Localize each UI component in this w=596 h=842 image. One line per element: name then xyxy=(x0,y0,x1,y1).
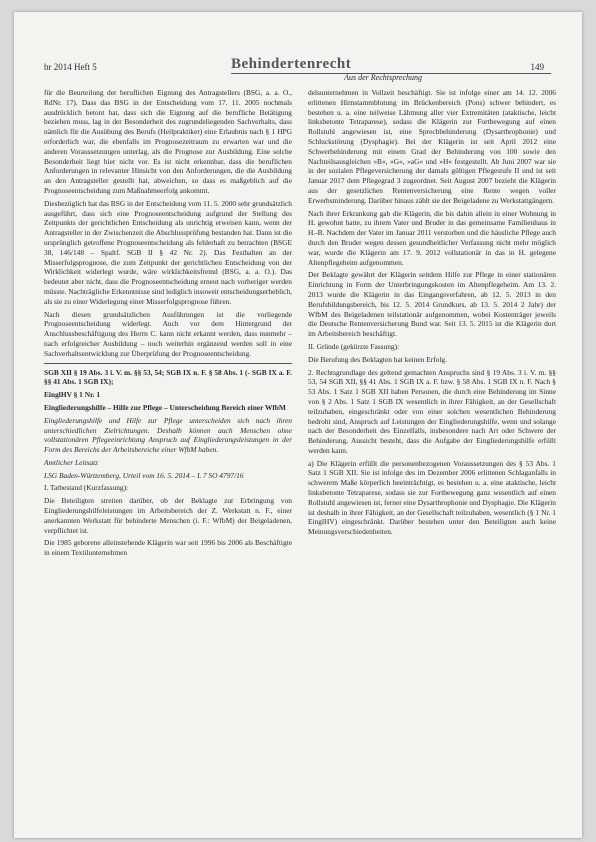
statute-heading-2: EinglHV § 1 Nr. 1 xyxy=(44,390,101,400)
paragraph: Nach diesen grundsätzlichen Ausführungen ist die vorliegende Prognoseentscheidung widerlegt. Auch vor dem Hintergrund der Anschlussbeschäftigung des Herrn C. kann nicht erkannt werden, dass nunmehr – nach erfolgreicher Ausbildung – noch weiterhin ergänzend werden soll in eine Sachverhaltsentwicklung zur Überprüfung der Prognoseentscheidung. xyxy=(44,309,292,358)
issue-label: br 2014 Heft 5 xyxy=(44,62,97,72)
summary-text: Eingliederungshilfe und Hilfe zur Pflege unterscheiden sich nach ihren unterschiedlichen Zielrichtungen. Deshalb können auch Menschen ohne vollstationären Pflegeeinrichtung Anspruch auf Eingliederungsleistungen in der Form des Bereichs der Arbeitsbereiche einer WfbM haben. xyxy=(44,415,292,455)
statute-heading: SGB XII § 19 Abs. 3 i. V. m. §§ 53, 54; SGB IX n. F. § 58 Abs. 1 (- SGB IX a. F. §§ 41 Abs. 1 SGB IX); xyxy=(44,367,292,387)
topic-heading: Eingliederungshilfe – Hilfe zur Pflege – Unterscheidung Bereich einer WfbM xyxy=(44,402,286,412)
paragraph: Der Beklagte gewährt der Klägerin seitdem Hilfe zur Pflege in einer stationären Einrichtung in Form der Unterbringungskosten im Altenpflegeheim. Am 13. 2. 2013 wurde die Klägerin in das Eingangsverfahren, ab 12. 5. 2013 in den Berufsbildungsbereich, bis 12. 5. 2014 Grundkurs, ab 13. 5. 2014 2 Jahr) der WfbM des Beigeladenen teilstationär aufgenommen, wobei Kostenträger jeweils die Deutsche Rentenversicherung Bund war. Seit 13. 5. 2015 ist die Klägerin dort im Arbeitsbereich beschäftigt. xyxy=(308,270,556,339)
left-column xyxy=(44,88,292,561)
court-citation: LSG Baden-Württemberg, Urteil vom 16. 5. 2014 – L 7 SO 4797/16 xyxy=(44,470,244,480)
paragraph: Diesbezüglich hat das BSG in der Entscheidung vom 11. 5. 2000 sehr grundsätzlich ausgeführt, dass sich eine Prognoseentscheidung aufgrund der Stellung des Zeitpunkts der gerichtlichen Entscheidung als unrichtig erweisen kann, wenn der Antragsteller in der Zwischenzeit die Abschlussprüfung bestanden hat. Dann ist die ursprünglich getroffene Prognoseentscheidung als fehlerhaft zu betrachten (BSGE 38, 146/148 – Spaltf. SGB II § 42 Nr. 2). Das Festhalten an der Misserfolgsprognose, die zum Zeitpunkt der gerichtlichen Entscheidung von der Wirklichkeit widerlegt wurde, wäre wirklichkeitsfremd (BSG, a. a. O.). Das bedeutet aber nicht, dass die Prognoseentscheidung erneut nach vorheriger werden müsste. Nachträgliche Erkenntnisse sind lediglich insoweit entscheidungserheblich, als sie zu einer Widerlegung einer Misserfolgsprognose führen. xyxy=(44,198,292,306)
journal-logo: Behindertenrecht xyxy=(231,56,551,74)
page-number: 149 xyxy=(530,62,544,72)
document-page xyxy=(14,12,582,838)
section-subtitle: Aus der Rechtsprechung xyxy=(344,73,422,82)
paragraph: a) Die Klägerin erfüllt die personenbezogenen Voraussetzungen des § 53 Abs. 1 Satz 1 SGB XII. Sie ist infolge des im Dezember 2006 erlittenen Schlaganfalls in schwerem Maße körperlich beeinträchtigt, es bestehen u. a. eine ataktische, leicht linksbetonte Tetraparese, sodass sie zur Fortbewegung ganz wesentlich auf einen Rollstuhl angewiesen ist, ferner eine Dysarthrophonie und Dysphagie. Die Klägerin ist deshalb in ihrer Fähigkeit, an der Gesellschaft teilzuhaben, wesentlich (§ 1 Nr. 1 EinglHV) eingeschränkt. Darüber bestehen unter den Beteiligten auch keine Meinungsverschiedenheiten. xyxy=(308,458,556,537)
section-heading: I. Tatbestand (Kurzfassung): xyxy=(44,483,129,493)
paragraph: Die Berufung des Beklagten hat keinen Erfolg. xyxy=(308,354,447,364)
paragraph: für die Beurteilung der beruflichen Eignung des Antragstellers (BSG, a. a. O., RdNr. 17). Dass das BSG in der Entscheidung vom 17. 11. 2005 nochmals ausdrücklich betont hat, dass sich die Eignung auf die berufliche Betätigung beziehen muss, lag in der Besonderheit des zugrundeliegenden Sachverhalts, dass nämlich für die Ausübung des Berufs (Heilpraktiker) eine Erlaubnis nach § 1 HPG erforderlich war, die ebenfalls im Prognosezeitraum zu erwarten war und die anderen Voraussetzungen unterlag, als die Prognose zur Ausbildung. Eine solche Besonderheit liegt hier nicht vor. Es ist nicht erkennbar, dass die beruflichen Anforderungen in relevanter Hinsicht von den Anforderungen, die die Ausbildung an den Antragsteller gestellt hat, abweichen, so dass es maßgeblich auf die Prognoseentscheidung zum Maßnahmeerfolg ankommt. xyxy=(44,88,292,195)
divider xyxy=(44,363,292,364)
section-heading: II. Gründe (gekürzte Fassung): xyxy=(308,341,400,351)
paragraph: Nach ihrer Erkrankung gab die Klägerin, die bis dahin allein in einer Wohnung in H. gewohnt hatte, zu ihrem Vater und Bruder in das gemeinsame Familienhaus in H.-B. Nachdem der Vater im Januar 2011 verstorben und die häusliche Pflege auch durch den Bruder wegen dessen gesundheitlicher Verfassung nicht mehr möglich war, wurde die Klägerin am 17. 9. 2012 vollstationär in das in H. gelegene Altenpflegeheim aufgenommen. xyxy=(308,208,556,267)
paragraph: delsunternehmen in Vollzeit beschäftigt. Sie ist infolge einer am 14. 12. 2006 erlittenen Hirnstammblutung im Brückenbereich (Pons) schwer behindert, es bestehen u. a. eine teilweise Lähmung aller vier Extremitäten (ataktische, leicht linksbetonte Tetraparese), sodass die Klägerin zur Fortbewegung auf einen Rollstuhl angewiesen ist, eine Sprechbehinderung (Dysarthrophonie) und Schluckstörung (Dysphagie). Bei der Klägerin ist seit April 2012 eine Schwerbehinderung mit einem Grad der Behinderung von 100 sowie den Nachteilsausgleichen »B«, »G«, »aG« und »H« festgestellt. Ab Juni 2007 war sie in der sozialen Pflegeversicherung der damals gültigen Pflegestufe II und ist seit Januar 2017 dem Pflegegrad 3 zugeordnet. Seit August 2007 bezieht die Klägerin aus der gesetzlichen Rentenversicherung eine Rente wegen voller Erwerbsminderung. Darüber hinaus zählt sie der Beigeladene zu Werkstattgängern. xyxy=(308,88,556,205)
right-column xyxy=(308,88,556,540)
summary-label: Amtlicher Leitsatz xyxy=(44,457,98,467)
paragraph: 2. Rechtsgrundlage des geltend gemachten Anspruchs sind § 19 Abs. 3 i. V. m. §§ 53, 54 SGB XII, §§ 41 Abs. 1 SGB IX a. F. bzw. § 58 Abs. 1 SGB IX n. F. Nach § 53 Abs. 1 Satz 1 SGB XII haben Personen, die durch eine Behinderung im Sinne von § 2 Abs. 1 Satz 1 SGB IX wesentlich in ihrer Fähigkeit, an der Gesellschaft teilzuhaben, eingeschränkt oder von einer solchen wesentlichen Behinderung bedroht sind, Anspruch auf Leistungen der Eingliederungshilfe, wenn und solange nach der Besonderheit des Einzelfalls, insbesondere nach Art oder Schwere der Behinderung, Aussicht besteht, dass die Aufgabe der Eingliederungshilfe erfüllt werden kann. xyxy=(308,367,556,455)
paragraph: Die 1985 geborene alleinstehende Klägerin war seit 1996 bis 2006 als Beschäftigte in einem Textilunternehmen xyxy=(44,538,292,558)
paragraph: Die Beteiligten streiten darüber, ob der Beklagte zur Erbringung von Eingliederungshilfeleistungen im Arbeitsbereich der Z. Werkstatt n. F., einer anerkannten Werkstatt für behinderte Menschen (i. F.: WfbM) der Beigeladenen, verpflichtet ist. xyxy=(44,496,292,535)
